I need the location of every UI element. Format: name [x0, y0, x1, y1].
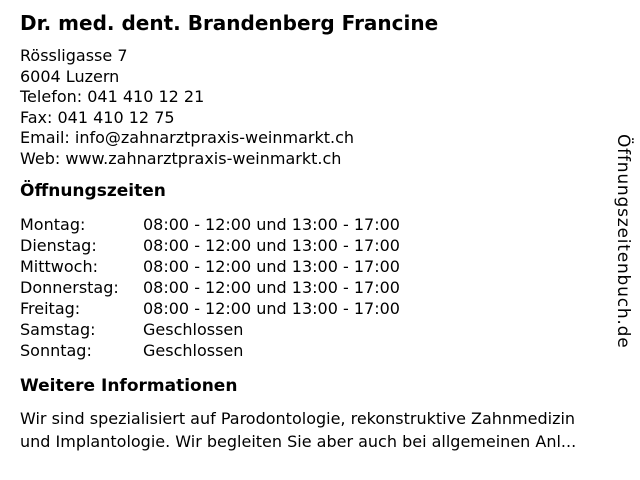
- opening-hours-table: [20, 214, 626, 361]
- hours-row-wednesday: [20, 256, 626, 277]
- time-value: 08:00 - 12:00 und 13:00 - 17:00: [143, 299, 400, 318]
- time-value: 08:00 - 12:00 und 13:00 - 17:00: [143, 215, 400, 234]
- day-label: Montag:: [20, 215, 86, 234]
- hours-row-monday: [20, 214, 626, 235]
- email-value: info@zahnarztpraxis-weinmarkt.ch: [74, 128, 355, 147]
- email-line: [20, 128, 626, 149]
- description-text: [20, 407, 626, 453]
- description-line: Wir sind spezialisiert auf Parodontologie, rekonstruktive Zahnmedizin: [20, 409, 576, 428]
- phone-line: [20, 87, 626, 108]
- web-line: [20, 149, 626, 170]
- day-label: Sonntag:: [20, 341, 92, 360]
- hours-row-saturday: [20, 319, 626, 340]
- time-value: 08:00 - 12:00 und 13:00 - 17:00: [143, 278, 400, 297]
- phone-value: 041 410 12 21: [87, 87, 205, 106]
- email-label: Email:: [20, 128, 70, 147]
- day-label: Mittwoch:: [20, 257, 98, 276]
- phone-label: Telefon:: [20, 87, 83, 106]
- day-label: Donnerstag:: [20, 278, 119, 297]
- opening-hours-heading: Öffnungszeiten: [20, 181, 166, 201]
- time-value: 08:00 - 12:00 und 13:00 - 17:00: [143, 236, 400, 255]
- description-line: und Implantologie. Wir begleiten Sie aber auch bei allgemeinen Anl...: [20, 432, 577, 451]
- hours-row-tuesday: [20, 235, 626, 256]
- time-value: 08:00 - 12:00 und 13:00 - 17:00: [143, 257, 400, 276]
- hours-row-thursday: [20, 277, 626, 298]
- contact-block: [20, 46, 626, 169]
- more-info-heading: Weitere Informationen: [20, 376, 238, 396]
- page-title: Dr. med. dent. Brandenberg Francine: [20, 11, 439, 35]
- hours-row-friday: [20, 298, 626, 319]
- web-label: Web:: [20, 148, 61, 168]
- listing-content: [20, 12, 626, 453]
- hours-row-sunday: [20, 340, 626, 361]
- day-label: Freitag:: [20, 299, 81, 318]
- city-line: 6004 Luzern: [20, 66, 120, 86]
- day-label: Samstag:: [20, 320, 96, 339]
- street-line: Rössligasse 7: [20, 46, 128, 65]
- web-value: www.zahnarztpraxis-weinmarkt.ch: [65, 148, 342, 168]
- fax-value: 041 410 12 75: [57, 107, 175, 127]
- day-label: Dienstag:: [20, 236, 97, 255]
- fax-label: Fax:: [20, 107, 53, 127]
- site-watermark: Öffnungszeitenbuch.de: [613, 134, 633, 349]
- time-value: Geschlossen: [143, 341, 244, 360]
- time-value: Geschlossen: [143, 320, 244, 339]
- fax-line: [20, 108, 626, 129]
